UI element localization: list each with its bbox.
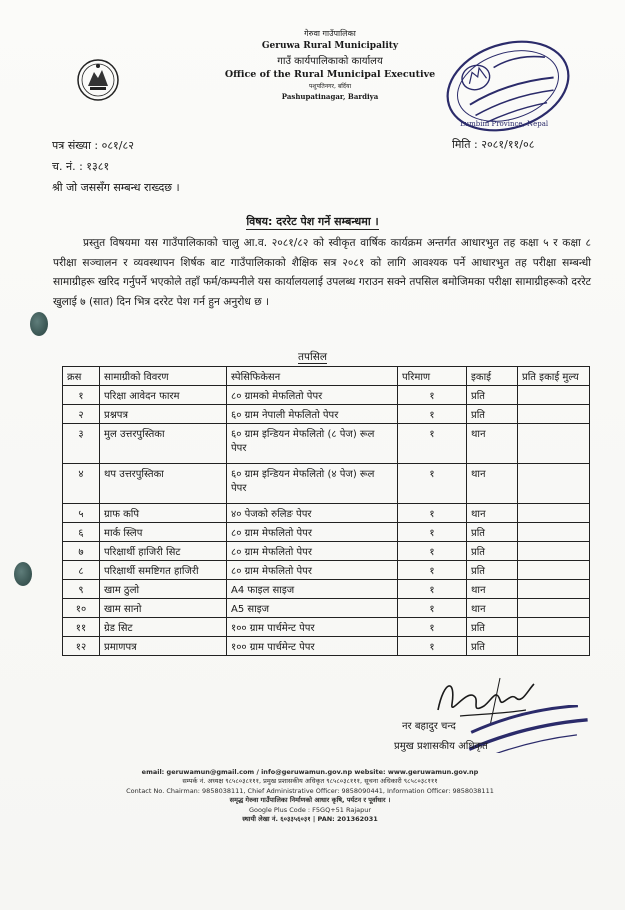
cell-price (518, 424, 590, 464)
table-row (63, 580, 590, 599)
cell-spec: ८० ग्राम मेफलितो पेपर (227, 542, 398, 561)
cell-unit: प्रति (467, 523, 518, 542)
cell-spec: ६० ग्राम इन्डियन मेफलितो (४ पेज) रूल पेपर (227, 464, 398, 504)
cell-sn: ३ (63, 424, 100, 464)
cell-price (518, 504, 590, 523)
footer-contact-np: सम्पर्क नं. अध्यक्ष ९८५८०३८१११, प्रमुख प्रशासकीय अधिकृत ९८५८०३८१११, सूचना अधिकारी ९८५८०३८१११ (182, 777, 438, 786)
cell-price (518, 637, 590, 656)
cell-spec: ८० ग्रामको मेफलितो पेपर (227, 386, 398, 405)
letter-footer (60, 768, 560, 824)
cell-price (518, 542, 590, 561)
cell-sn: ७ (63, 542, 100, 561)
col-header-item: सामाग्रीको विवरण (100, 367, 227, 386)
footer-pan: स्थायी लेखा नं. ६०३३५६०३१ | PAN: 201362031 (242, 815, 378, 824)
cell-spec: ४० पेजको रुलिङ पेपर (227, 504, 398, 523)
nepal-emblem-icon (76, 58, 120, 102)
cell-item: खाम ठुलो (100, 580, 227, 599)
table-row (63, 424, 590, 464)
cell-item: ग्रेड सिट (100, 618, 227, 637)
cell-sn: ११ (63, 618, 100, 637)
header-line-np-office: गाउँ कार्यपालिकाको कार्यालय (277, 56, 383, 67)
header-line-np-address: पशुपतिनगर, बर्दिया (308, 83, 352, 90)
cell-unit: प्रति (467, 386, 518, 405)
footer-slogan: समृद्ध गेरुवा गाउँपालिका निर्माणको आधार कृषि, पर्यटन र पूर्वाधार । (229, 796, 391, 805)
cell-qty: १ (398, 599, 467, 618)
cell-price (518, 464, 590, 504)
cell-unit: प्रति (467, 561, 518, 580)
footer-contact-en: Contact No. Chairman: 9858038111, Chief Administrative Officer: 9858090441, Information Officer: 9858038111 (126, 786, 494, 795)
letter-date: मिति : २०८१/११/०८ (452, 138, 535, 151)
cell-unit: प्रति (467, 618, 518, 637)
cell-qty: १ (398, 464, 467, 504)
letter-meta (52, 135, 180, 198)
cell-qty: १ (398, 580, 467, 599)
cell-price (518, 618, 590, 637)
table-row (63, 542, 590, 561)
table-row (63, 599, 590, 618)
cell-unit: प्रति (467, 542, 518, 561)
cell-price (518, 386, 590, 405)
cell-price (518, 580, 590, 599)
cell-spec: १०० ग्राम पार्चमेन्ट पेपर (227, 637, 398, 656)
letter-number: पत्र संख्या : ०८१/८२ (52, 139, 134, 152)
cell-spec: ६० ग्राम नेपाली मेफलितो पेपर (227, 405, 398, 424)
cell-qty: १ (398, 523, 467, 542)
cell-item: मार्क स्लिप (100, 523, 227, 542)
letter-subject: विषय: दररेट पेश गर्ने सम्बन्धमा । (246, 215, 379, 228)
cell-price (518, 523, 590, 542)
header-line-en-address: Pashupatinagar, Bardiya (281, 92, 379, 101)
cell-qty: १ (398, 637, 467, 656)
cell-spec: १०० ग्राम पार्चमेन्ट पेपर (227, 618, 398, 637)
letterhead (200, 28, 460, 101)
cell-unit: थान (467, 504, 518, 523)
cell-sn: १० (63, 599, 100, 618)
cell-item: परिक्षा आवेदन फारम (100, 386, 227, 405)
col-header-price: प्रति इकाई मुल्य (518, 367, 590, 386)
cell-item: प्रश्नपत्र (100, 405, 227, 424)
dispatch-number: च. नं. : १३८१ (52, 160, 110, 173)
footer-email-website: email: geruwamun@gmail.com / info@geruwamun.gov.np website: www.geruwamun.gov.np (141, 768, 479, 776)
items-table (62, 366, 590, 656)
cell-unit: प्रति (467, 637, 518, 656)
cell-qty: १ (398, 405, 467, 424)
table-row (63, 523, 590, 542)
cell-price (518, 599, 590, 618)
cell-spec: ८० ग्राम मेफलितो पेपर (227, 523, 398, 542)
cell-sn: १२ (63, 637, 100, 656)
header-line-en-office: Office of the Rural Municipal Executive (224, 69, 436, 80)
cell-unit: थान (467, 424, 518, 464)
cell-item: मुल उत्तरपुस्तिका (100, 424, 227, 464)
table-header-row (63, 367, 590, 386)
table-row (63, 386, 590, 405)
cell-qty: १ (398, 424, 467, 464)
cell-sn: २ (63, 405, 100, 424)
cell-item: ग्राफ कपि (100, 504, 227, 523)
letter-body: प्रस्तुत विषयमा यस गाउँपालिकाको चालु आ.व. २०८१/८२ को स्वीकृत वार्षिक कार्यक्रम अन्तर्गत आधारभुत तह कक्षा ५ र कक्षा ८ परीक्षा सञ्चालन र व्यवस्थापन शिर्षक बाट गाउँपालिकाको शैक्षिक सत्र २०८१ को लागि आवश्यक पर्ने आधारभुत तह परीक्षा सम्बन्धी सामाग्रीहरू खरिद गर्नुपर्ने भएकोले तहाँ फर्म/कम्पनीले यस कार्यालयलाई उपलब्ध गराउन सक्ने तपसिल बमोजिमका परीक्षा सामाग्रीहरूको दररेट खुलाई ७ (सात) दिन भित्र दररेट पेश गर्न हुन अनुरोध छ । (53, 237, 591, 308)
cell-item: खाम सानो (100, 599, 227, 618)
cell-item: थप उत्तरपुस्तिका (100, 464, 227, 504)
cell-item: परिक्षार्थी समष्टिगत हाजिरी (100, 561, 227, 580)
punch-hole (14, 562, 32, 586)
col-header-unit: इकाई (467, 367, 518, 386)
header-line-np-municipality: गेरुवा गाउँपालिका (304, 29, 356, 38)
col-header-sn: क्रस (63, 367, 100, 386)
cell-unit: थान (467, 580, 518, 599)
col-header-qty: परिमाण (398, 367, 467, 386)
cell-price (518, 561, 590, 580)
cell-spec: ६० ग्राम इन्डियन मेफलितो (८ पेज) रूल पेपर (227, 424, 398, 464)
cell-sn: ५ (63, 504, 100, 523)
table-row (63, 637, 590, 656)
cell-item: परिक्षार्थी हाजिरी सिट (100, 542, 227, 561)
cell-qty: १ (398, 542, 467, 561)
cell-qty: १ (398, 618, 467, 637)
cell-unit: थान (467, 599, 518, 618)
table-row (63, 464, 590, 504)
header-line-en-municipality: Geruwa Rural Municipality (261, 41, 399, 51)
cell-item: प्रमाणपत्र (100, 637, 227, 656)
cell-sn: १ (63, 386, 100, 405)
seal-province-text: Lumbini Province, Nepal (460, 120, 549, 128)
punch-hole (30, 312, 48, 336)
cell-qty: १ (398, 561, 467, 580)
cell-sn: ९ (63, 580, 100, 599)
table-row (63, 618, 590, 637)
addressee: श्री जो जससँग सम्बन्ध राख्दछ । (52, 181, 180, 194)
cell-sn: ८ (63, 561, 100, 580)
cell-spec: A5 साइज (227, 599, 398, 618)
cell-price (518, 405, 590, 424)
signatory-name: नर बहादुर चन्द (402, 721, 456, 732)
cell-unit: प्रति (467, 405, 518, 424)
cell-spec: A4 फाइल साइज (227, 580, 398, 599)
cell-sn: ४ (63, 464, 100, 504)
cell-qty: १ (398, 504, 467, 523)
col-header-spec: स्पेसिफिकेसन (227, 367, 398, 386)
cell-unit: थान (467, 464, 518, 504)
table-row (63, 561, 590, 580)
signatory-title: प्रमुख प्रशासकीय अधिकृत (394, 741, 488, 752)
cell-spec: ८० ग्राम मेफलितो पेपर (227, 561, 398, 580)
cell-sn: ६ (63, 523, 100, 542)
cell-qty: १ (398, 386, 467, 405)
table-row (63, 405, 590, 424)
table-title: तपसिल (298, 351, 327, 363)
table-row (63, 504, 590, 523)
footer-plus-code: Google Plus Code : F5GQ+51 Rajapur (248, 805, 372, 814)
